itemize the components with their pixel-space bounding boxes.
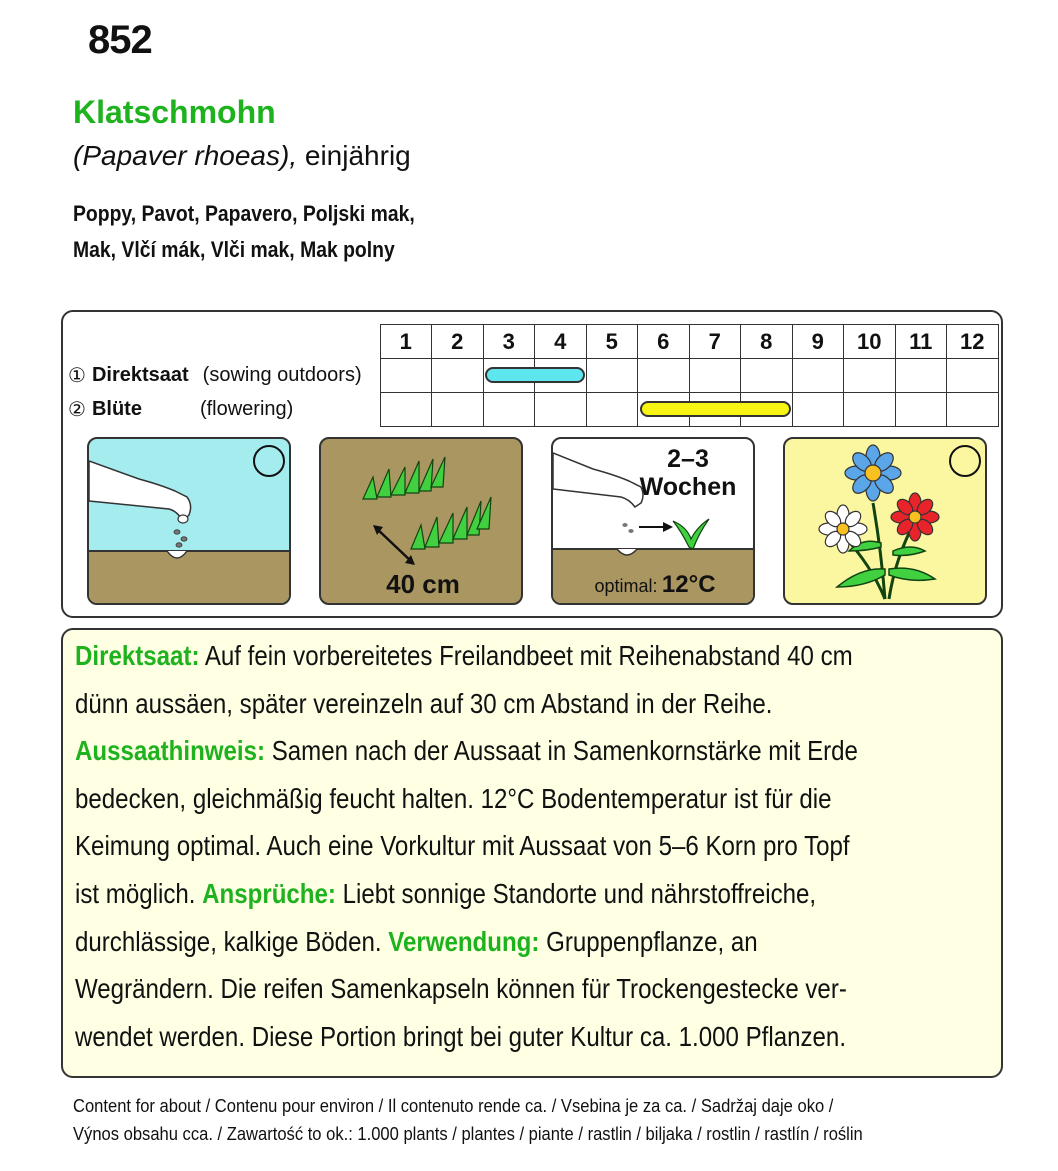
description-text: Gruppenpflanze, an bbox=[539, 925, 758, 957]
description-text: dünn aussäen, später vereinzeln auf 30 cm Abstand in der Reihe. bbox=[75, 687, 773, 719]
month-cell: 9 bbox=[792, 325, 844, 359]
spacing-illustration bbox=[319, 437, 523, 605]
description-text: Wegrändern. Die reifen Samenkapseln können für Trockengestecke ver- bbox=[75, 973, 847, 1005]
month-cell: 7 bbox=[689, 325, 741, 359]
optimal-temp: 12°C bbox=[661, 571, 716, 598]
germination-duration bbox=[633, 445, 743, 501]
description-line bbox=[75, 830, 850, 862]
row-marker: ① bbox=[68, 365, 86, 387]
flowering-illustration bbox=[783, 437, 987, 605]
description-heading: Ansprüche: bbox=[202, 878, 336, 909]
month-cell: 10 bbox=[844, 325, 896, 359]
sowing-illustration bbox=[87, 437, 291, 605]
description-box bbox=[61, 628, 1003, 1078]
row-translation: (sowing outdoors) bbox=[202, 364, 362, 386]
month-cell: 1 bbox=[380, 325, 432, 359]
calendar-bar bbox=[640, 401, 791, 417]
description-text: Liebt sonnige Standorte und nährstoffreiche, bbox=[335, 878, 817, 909]
latin-name-line bbox=[73, 140, 411, 172]
description-line bbox=[75, 878, 816, 910]
month-header-row bbox=[68, 325, 998, 359]
description-text: bedecken, gleichmäßig feucht halten. 12°C Bodentemperatur ist für die bbox=[75, 782, 832, 814]
row-label: Direktsaat bbox=[91, 364, 189, 386]
month-cell: 3 bbox=[483, 325, 535, 359]
row-marker: ② bbox=[68, 399, 86, 421]
month-cell: 4 bbox=[535, 325, 587, 359]
panel-marker bbox=[254, 441, 283, 479]
duration-unit: Wochen bbox=[639, 473, 737, 501]
description-text: ist möglich. bbox=[75, 878, 203, 909]
month-cell: 2 bbox=[432, 325, 484, 359]
description-line bbox=[75, 973, 847, 1005]
common-names bbox=[73, 196, 415, 268]
optimal-label: optimal: bbox=[594, 576, 658, 596]
description-line bbox=[75, 640, 853, 672]
description-heading: Verwendung: bbox=[388, 925, 540, 957]
description-line bbox=[75, 783, 832, 815]
footer-line: Výnos obsahu cca. / Zawartość to ok.: 1.000 plants / plantes / piante / rastlin / biljaka / rostlin / rastlín / roślin bbox=[73, 1124, 863, 1144]
lifecycle: einjährig bbox=[304, 140, 411, 171]
month-cell: 12 bbox=[947, 325, 999, 359]
calendar-row-flowering bbox=[68, 393, 998, 427]
optimal-temperature bbox=[553, 571, 755, 599]
calendar-bar bbox=[485, 367, 585, 383]
month-cell: 8 bbox=[741, 325, 793, 359]
description-text: Auf fein vorbereitetes Freilandbeet mit Reihenabstand 40 cm bbox=[199, 640, 853, 671]
product-title: Klatschmohn bbox=[73, 94, 276, 130]
common-names-line: Poppy, Pavot, Papavero, Poljski mak, bbox=[73, 201, 415, 226]
row-translation: (flowering) bbox=[199, 398, 294, 420]
spacing-label: 40 cm bbox=[386, 569, 460, 599]
description-text: durchlässige, kalkige Böden. bbox=[75, 925, 389, 957]
month-cell: 5 bbox=[586, 325, 638, 359]
description-heading: Aussaathinweis: bbox=[75, 735, 266, 767]
description-line bbox=[75, 735, 858, 767]
latin-name: (Papaver rhoeas), bbox=[73, 140, 298, 171]
sowing-calendar bbox=[61, 310, 1003, 618]
germination-illustration bbox=[551, 437, 755, 605]
common-names-line: Mak, Vlčí mák, Vlči mak, Mak polny bbox=[73, 237, 395, 262]
panel-marker bbox=[950, 441, 979, 479]
month-cell: 6 bbox=[638, 325, 690, 359]
row-label: Blüte bbox=[91, 398, 142, 420]
month-cell: 11 bbox=[895, 325, 947, 359]
description-line bbox=[75, 926, 758, 958]
description-text: Samen nach der Aussaat in Samenkornstärke mit Erde bbox=[265, 735, 858, 767]
description-text: Keimung optimal. Auch eine Vorkultur mit Aussaat von 5–6 Korn pro Topf bbox=[75, 830, 850, 862]
description-text: wendet werden. Diese Portion bringt bei guter Kultur ca. 1.000 Pflanzen. bbox=[75, 1020, 847, 1052]
footer-line: Content for about / Contenu pour environ / Il contenuto rende ca. / Vsebina je za ca. / Sadržaj daje oko / bbox=[73, 1096, 834, 1116]
product-number: 852 bbox=[88, 18, 152, 62]
description-heading: Direktsaat: bbox=[75, 640, 200, 671]
duration-range: 2–3 bbox=[667, 445, 709, 473]
description-line bbox=[75, 1021, 846, 1053]
description-line bbox=[75, 688, 772, 720]
